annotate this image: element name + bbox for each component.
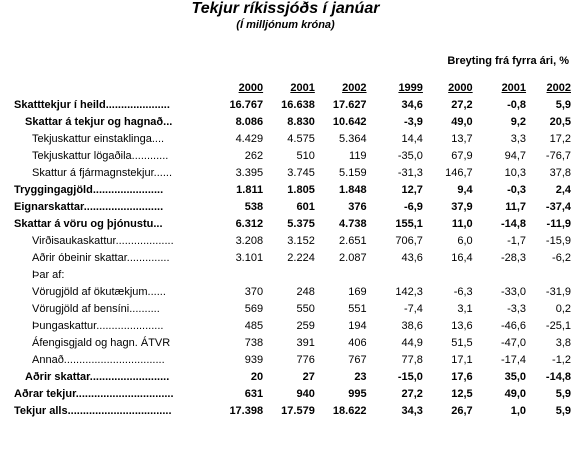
row-label: Virðisaukaskattur................... <box>32 235 174 247</box>
change-cell: -17,4 <box>500 354 527 366</box>
change-cell: 27,2 <box>401 388 423 400</box>
value-cell: 169 <box>348 286 367 298</box>
value-cell: 485 <box>244 320 264 332</box>
value-cell: 376 <box>348 201 367 213</box>
change-cell: -6,2 <box>552 252 571 264</box>
change-cell: 3,3 <box>510 133 527 145</box>
table-row <box>14 403 571 420</box>
value-cell: 939 <box>244 354 264 366</box>
change-cell <box>526 267 571 284</box>
page-title: Tekjur ríkissjóðs í janúar <box>191 0 380 17</box>
change-cell: 26,7 <box>451 405 473 417</box>
change-cell: -31,9 <box>545 286 571 298</box>
value-cell: 8.830 <box>287 116 315 128</box>
change-cell: 14,4 <box>401 133 423 145</box>
change-cell: -47,0 <box>500 337 527 349</box>
value-cell: 3.101 <box>235 252 264 264</box>
row-label: Aðrir óbeinir skattar.............. <box>32 252 170 264</box>
table-row <box>14 114 571 131</box>
change-cell: 37,8 <box>549 167 571 179</box>
row-label: Skattur á fjármagnstekjur...... <box>32 167 173 179</box>
value-cell: 391 <box>296 337 315 349</box>
value-cell: 550 <box>296 303 315 315</box>
value-cell: 2.087 <box>339 252 367 264</box>
change-cell: -14,8 <box>500 218 527 230</box>
year-header-row <box>14 80 571 97</box>
table-row <box>14 97 571 114</box>
change-cell: -37,4 <box>545 201 571 213</box>
change-cell: 5,9 <box>555 388 571 400</box>
value-cell <box>263 267 315 284</box>
value-cell: 16.767 <box>229 99 264 111</box>
row-label: Skatttekjur í heild..................... <box>14 99 170 111</box>
change-cell: 3,1 <box>457 303 473 315</box>
change-cell: -6,3 <box>453 286 473 298</box>
change-cell: -0,8 <box>507 99 527 111</box>
change-cell: 11,0 <box>451 218 473 230</box>
table-row <box>14 369 571 386</box>
value-cell: 3.208 <box>235 235 264 247</box>
year-header: 2001 <box>290 82 315 94</box>
value-cell: 3.395 <box>235 167 264 179</box>
revenue-table <box>14 52 571 420</box>
value-cell: 510 <box>296 150 315 162</box>
value-cell: 1.848 <box>339 184 367 196</box>
change-cell: 17,2 <box>549 133 571 145</box>
change-cell: 12,7 <box>401 184 423 196</box>
table-row <box>14 301 571 318</box>
value-cell: 1.805 <box>287 184 315 196</box>
table-row <box>14 148 571 165</box>
value-cell: 23 <box>354 371 367 383</box>
change-cell: 0,2 <box>555 303 571 315</box>
change-cell: 77,8 <box>401 354 423 366</box>
year-header: 2000 <box>238 82 264 94</box>
value-cell: 406 <box>348 337 367 349</box>
year-header: 1999 <box>398 82 423 94</box>
value-cell: 538 <box>244 201 264 213</box>
value-cell: 551 <box>348 303 367 315</box>
row-label: Þungaskattur...................... <box>32 320 164 332</box>
value-cell: 940 <box>296 388 315 400</box>
change-cell <box>473 267 526 284</box>
table-row <box>14 182 571 199</box>
change-cell: 20,5 <box>549 116 571 128</box>
change-cell: -1,2 <box>552 354 571 366</box>
change-cell: 38,6 <box>401 320 423 332</box>
page-subtitle: (Í milljónum króna) <box>236 19 335 31</box>
value-cell: 17.579 <box>281 405 315 417</box>
value-cell: 6.312 <box>235 218 264 230</box>
row-label: Tekjuskattur einstaklinga.... <box>32 133 165 145</box>
value-cell: 8.086 <box>235 116 264 128</box>
value-cell <box>315 267 367 284</box>
change-cell: 1,0 <box>510 405 527 417</box>
change-cell <box>367 267 423 284</box>
change-cell: -76,7 <box>545 150 571 162</box>
change-cell: 12,5 <box>451 388 473 400</box>
row-label: Aðrir skattar.......................... <box>25 371 170 383</box>
year-header: 2000 <box>448 82 473 94</box>
row-label: Áfengisgjald og hagn. ÁTVR <box>32 337 171 349</box>
value-cell: 995 <box>348 388 367 400</box>
row-label: Tekjur alls.................................. <box>14 405 172 417</box>
change-cell: 142,3 <box>395 286 423 298</box>
change-cell: -6,9 <box>403 201 423 213</box>
change-cell: -3,3 <box>507 303 527 315</box>
value-cell: 776 <box>296 354 315 366</box>
value-cell: 5.159 <box>339 167 367 179</box>
table-row <box>14 233 571 250</box>
change-cell: 706,7 <box>395 235 423 247</box>
table-row <box>14 250 571 267</box>
value-cell: 738 <box>244 337 264 349</box>
value-cell: 370 <box>244 286 264 298</box>
change-cell: 13,6 <box>451 320 473 332</box>
value-cell: 16.638 <box>281 99 315 111</box>
value-cell: 27 <box>302 371 315 383</box>
change-cell: 13,7 <box>451 133 473 145</box>
change-cell: 43,6 <box>401 252 423 264</box>
change-cell: 11,7 <box>505 201 527 213</box>
change-cell: -28,3 <box>500 252 527 264</box>
change-cell: -14,8 <box>545 371 571 383</box>
change-cell: 67,9 <box>451 150 473 162</box>
value-cell: 17.398 <box>229 405 264 417</box>
change-cell: 35,0 <box>504 371 527 383</box>
value-cell: 3.152 <box>287 235 315 247</box>
value-cell: 3.745 <box>287 167 315 179</box>
table-row <box>14 335 571 352</box>
table-row <box>14 318 571 335</box>
change-cell: -25,1 <box>545 320 571 332</box>
value-cell: 2.224 <box>287 252 315 264</box>
change-cell: 155,1 <box>395 218 423 230</box>
table-row <box>14 216 571 233</box>
value-cell: 248 <box>296 286 315 298</box>
change-cell: -15,0 <box>397 371 423 383</box>
change-header-row <box>14 52 571 70</box>
change-cell: 34,6 <box>401 99 423 111</box>
value-cell: 194 <box>348 320 367 332</box>
change-cell <box>423 267 473 284</box>
value-cell: 4.429 <box>235 133 264 145</box>
row-label: Tryggingagjöld....................... <box>14 184 164 196</box>
table-row <box>14 267 571 284</box>
table-row <box>14 165 571 182</box>
change-cell: -33,0 <box>500 286 527 298</box>
change-cell: 49,0 <box>504 388 527 400</box>
change-cell: 6,0 <box>457 235 473 247</box>
table-row <box>14 386 571 403</box>
row-label: Aðrar tekjur................................ <box>14 388 174 400</box>
change-cell: -7,4 <box>403 303 423 315</box>
change-cell: 34,3 <box>401 405 423 417</box>
change-cell: 2,4 <box>555 184 571 196</box>
year-header: 2002 <box>546 82 571 94</box>
value-cell: 259 <box>296 320 315 332</box>
table-row <box>14 284 571 301</box>
change-cell: -35,0 <box>397 150 423 162</box>
change-cell: 17,6 <box>451 371 473 383</box>
change-cell: 5,9 <box>555 405 571 417</box>
value-cell: 18.622 <box>332 405 367 417</box>
change-cell: 37,9 <box>451 201 473 213</box>
row-label: Tekjuskattur lögaðila............ <box>32 150 169 162</box>
change-cell: 10,3 <box>504 167 527 179</box>
value-cell: 4.575 <box>287 133 315 145</box>
row-label: Þar af: <box>32 269 65 281</box>
value-cell: 20 <box>250 371 264 383</box>
change-cell: 146,7 <box>445 167 473 179</box>
change-cell: -1,7 <box>507 235 527 247</box>
value-cell: 1.811 <box>236 184 264 196</box>
change-cell: 9,2 <box>510 116 527 128</box>
change-cell: 3,8 <box>555 337 571 349</box>
value-cell: 767 <box>348 354 367 366</box>
change-cell: -11,9 <box>546 218 571 230</box>
year-header: 2002 <box>342 82 367 94</box>
change-cell: 51,5 <box>451 337 473 349</box>
value-cell: 5.364 <box>339 133 367 145</box>
change-cell: -31,3 <box>397 167 423 179</box>
change-cell: 49,0 <box>451 116 473 128</box>
change-header: Breyting frá fyrra ári, % <box>447 54 569 67</box>
row-label: Eignarskattar.......................... <box>14 201 164 213</box>
row-label: Skattar á tekjur og hagnað... <box>25 116 173 128</box>
value-cell: 2.651 <box>339 235 367 247</box>
change-cell: 27,2 <box>451 99 473 111</box>
value-cell: 5.375 <box>287 218 315 230</box>
change-cell: 5,9 <box>555 99 571 111</box>
value-cell: 4.738 <box>339 218 367 230</box>
change-cell: -15,9 <box>545 235 571 247</box>
value-cell: 569 <box>244 303 264 315</box>
change-cell: 44,9 <box>401 337 423 349</box>
change-cell: 94,7 <box>504 150 527 162</box>
value-cell: 262 <box>244 150 264 162</box>
change-cell: 17,1 <box>451 354 473 366</box>
value-cell: 119 <box>349 150 367 162</box>
change-cell: -0,3 <box>507 184 527 196</box>
value-cell: 601 <box>296 201 315 213</box>
table-row <box>14 199 571 216</box>
change-cell: -46,6 <box>500 320 527 332</box>
value-cell: 17.627 <box>332 99 367 111</box>
row-label: Vörugjöld af bensíni.......... <box>32 303 160 315</box>
value-cell: 631 <box>244 388 264 400</box>
year-header: 2001 <box>501 82 527 94</box>
table-row <box>14 352 571 369</box>
change-cell: 9,4 <box>457 184 473 196</box>
value-cell <box>208 267 263 284</box>
row-label: Vörugjöld af ökutækjum...... <box>32 286 166 298</box>
row-label: Annað................................. <box>32 354 165 366</box>
value-cell: 10.642 <box>332 116 367 128</box>
change-cell: 16,4 <box>451 252 473 264</box>
change-cell: -3,9 <box>403 116 423 128</box>
table-row <box>14 131 571 148</box>
row-label: Skattar á vöru og þjónustu... <box>14 218 163 230</box>
